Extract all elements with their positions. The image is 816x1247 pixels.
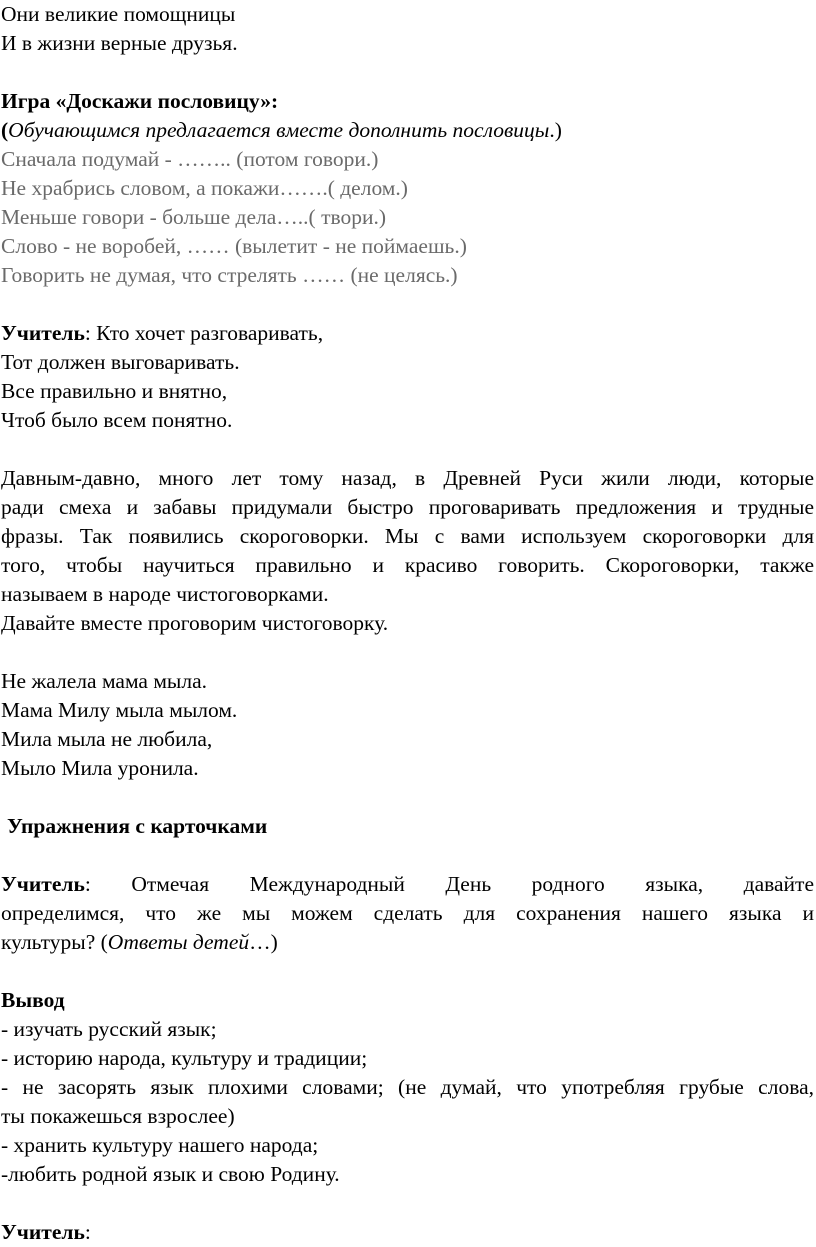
poem-line: Они великие помощницы (1, 2, 236, 26)
paragraph-line: того, чтобы научиться правильно и красиво говорить. Скороговорки, также (1, 553, 814, 577)
text-start: культуры? ( (1, 930, 108, 954)
list-item: -любить родной язык и свою Родину. (1, 1162, 340, 1186)
spacer (1, 435, 814, 464)
spacer (1, 841, 814, 870)
teacher-speech (1, 1218, 814, 1247)
list-item-continuation: ты покажешься взрослее) (1, 1104, 235, 1128)
teacher-speech (1, 319, 814, 348)
conclusion-title-text: Вывод (1, 988, 65, 1012)
proverb-line: Сначала подумай - …….. (потом говори.) (1, 147, 379, 171)
verse-line: Тот должен выговаривать. (1, 350, 240, 374)
teacher-speech (1, 870, 814, 899)
spacer (1, 638, 814, 667)
instruction-close: .) (549, 118, 562, 142)
twister-line: Мыло Мила уронила. (1, 756, 199, 780)
twister-line: Мила мыла не любила, (1, 727, 213, 751)
spacer (1, 290, 814, 319)
instruction-open-paren: ( (1, 118, 9, 142)
game-instruction (1, 116, 814, 145)
paragraph-line: ради смеха и забавы придумали быстро проговаривать предложения и трудные (1, 495, 814, 519)
proverb-line: Слово - не воробей, …… (вылетит - не поймаешь.) (1, 234, 467, 258)
list-item: - не засорять язык плохими словами; (не думай, что употребляя грубые слова, (1, 1075, 814, 1099)
twister-line: Мама Милу мыла мылом. (1, 698, 238, 722)
poem-line: И в жизни верные друзья. (1, 31, 238, 55)
section-heading (1, 812, 814, 841)
italic-note: Ответы детей (107, 930, 250, 954)
speech-text: : Кто хочет разговаривать, (84, 321, 324, 345)
proverb-line: Не храбрись словом, а покажи…….( делом.) (1, 176, 408, 200)
instruction-text: Обучающимся предлагается вместе дополнить пословицы (8, 118, 550, 142)
speaker-label: Учитель (1, 872, 85, 896)
spacer (1, 1189, 814, 1218)
spacer (1, 58, 814, 87)
speaker-label: Учитель (1, 321, 85, 345)
speech-colon: : (84, 1220, 91, 1244)
verse-line: Все правильно и внятно, (1, 379, 228, 403)
spacer (1, 957, 814, 986)
game-title (1, 87, 814, 116)
game-title-text: Игра «Доскажи пословицу»: (1, 89, 279, 113)
list-item: - хранить культуру нашего народа; (1, 1133, 319, 1157)
paragraph-line (1, 928, 814, 957)
speech-text: : Отмечая Международный День родного языка, давайте (84, 872, 814, 896)
spacer (1, 783, 814, 812)
verse-line: Чтоб было всем понятно. (1, 408, 233, 432)
invite-line: Давайте вместе проговорим чистоговорку. (1, 611, 389, 635)
speaker-label: Учитель (1, 1220, 85, 1244)
paragraph-line: фразы. Так появились скороговорки. Мы с вами используем скороговорки для (1, 524, 814, 548)
conclusion-title (1, 986, 814, 1015)
proverb-line: Говорить не думая, что стрелять …… (не целясь.) (1, 263, 458, 287)
proverb-line: Меньше говори - больше дела…..( твори.) (1, 205, 387, 229)
list-item: - историю народа, культуру и традиции; (1, 1046, 368, 1070)
paragraph-line: Давным-давно, много лет тому назад, в Древней Руси жили люди, которые (1, 466, 814, 490)
twister-line: Не жалела мама мыла. (1, 669, 208, 693)
list-item: - изучать русский язык; (1, 1017, 217, 1041)
paragraph-line: называем в народе чистоговорками. (1, 582, 329, 606)
section-heading-text: Упражнения с карточками (7, 814, 268, 838)
text-end: …) (249, 930, 278, 954)
paragraph-line: определимся, что же мы можем сделать для сохранения нашего языка и (1, 901, 814, 925)
